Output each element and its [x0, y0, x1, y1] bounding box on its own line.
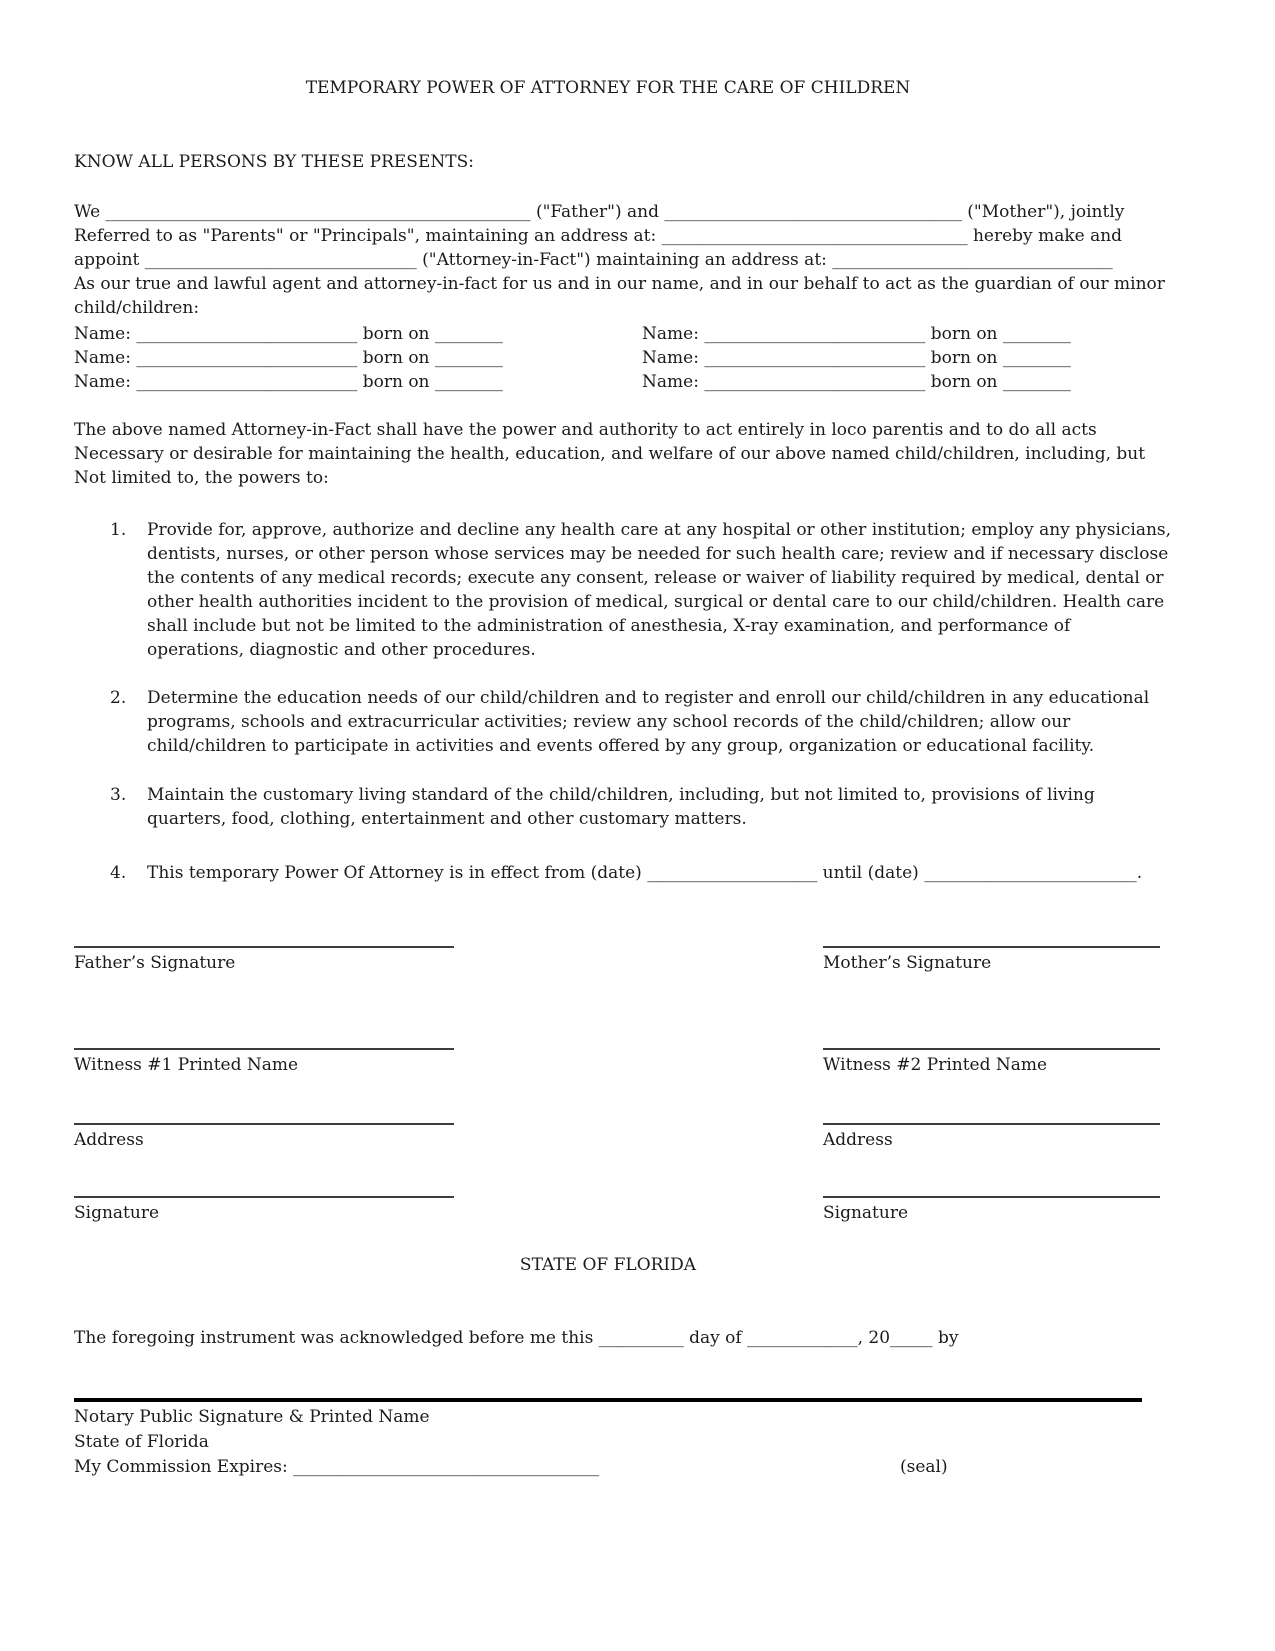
opening-line: child/children: — [74, 298, 200, 318]
child-name-field: Name: __________________________ born on ________ — [642, 348, 1071, 368]
witness2-name-block — [823, 1047, 1160, 1077]
witness1-signature-label: Signature — [74, 1203, 160, 1223]
page-title: TEMPORARY POWER OF ATTORNEY FOR THE CARE OF CHILDREN — [305, 78, 911, 98]
witness1-address-block — [74, 1122, 454, 1152]
power-item-line: Determine the education needs of our child/children and to register and enroll our child/children in any educational — [147, 688, 1150, 708]
power-item-line: quarters, food, clothing, entertainment and other customary matters. — [147, 809, 747, 829]
mother-signature-line — [823, 945, 1160, 948]
acknowledgment-text: The foregoing instrument was acknowledged before me this __________ day of _____________, 20_____ by — [74, 1328, 959, 1348]
power-item-line: This temporary Power Of Attorney is in effect from (date) ____________________ until (date) _________________________. — [147, 863, 1143, 883]
father-signature-line — [74, 945, 454, 948]
witness2-address-label: Address — [823, 1130, 893, 1150]
power-item-line: shall include but not be limited to the administration of anesthesia, X-ray examination, and performance of — [147, 616, 1071, 636]
power-item-1 — [74, 518, 1172, 662]
state-of-florida-heading: STATE OF FLORIDA — [519, 1255, 697, 1275]
power-item-line: dentists, nurses, or other person whose services may be needed for such health care; review and if necessary disclose — [147, 544, 1169, 564]
opening-paragraph — [74, 200, 1165, 320]
witness-name-row — [74, 1047, 1142, 1077]
witness2-signature-label: Signature — [823, 1203, 909, 1223]
power-item-line: Provide for, approve, authorize and decline any health care at any hospital or other institution; employ any physicians, — [147, 520, 1172, 540]
power-item-number: 1. — [110, 520, 127, 540]
child-name-field: Name: __________________________ born on ________ — [642, 324, 1071, 344]
commission-expires-row — [74, 1455, 1142, 1480]
mother-signature-label: Mother’s Signature — [823, 953, 992, 973]
witness1-address-label: Address — [74, 1130, 144, 1150]
power-item-line: Maintain the customary living standard of the child/children, including, but not limited to, provisions of living — [147, 785, 1095, 805]
powers-intro-line: The above named Attorney-in-Fact shall have the power and authority to act entirely in loco parentis and to do all acts — [74, 420, 1097, 440]
opening-line: As our true and lawful agent and attorney-in-fact for us and in our name, and in our behalf to act as the guardian of our minor — [74, 274, 1165, 294]
parent-signature-row — [74, 945, 1142, 975]
powers-intro-line: Necessary or desirable for maintaining the health, education, and welfare of our above named child/children, including, but — [74, 444, 1146, 464]
opening-line: Referred to as "Parents" or "Principals", maintaining an address at: ____________________________________ hereby make and — [74, 226, 1123, 246]
power-item-line: the contents of any medical records; execute any consent, release or waiver of liability required by medical, dental or — [147, 568, 1164, 588]
opening-line: appoint ________________________________ ("Attorney-in-Fact") maintaining an address at: _________________________________ — [74, 250, 1113, 270]
witness1-name-block — [74, 1047, 454, 1077]
witness2-signature-block — [823, 1195, 1160, 1225]
witness-signature-row — [74, 1195, 1142, 1225]
power-item-number: 4. — [110, 863, 127, 883]
commission-expires-field: My Commission Expires: ____________________________________ — [74, 1457, 600, 1477]
witness2-signature-line — [823, 1195, 1160, 1198]
notary-name-label: Notary Public Signature & Printed Name — [74, 1407, 430, 1427]
father-signature-block — [74, 945, 454, 975]
opening-line: We __________________________________________________ ("Father") and ___________________________________ ("Mother"), jointly — [74, 202, 1125, 222]
powers-intro-paragraph — [74, 418, 1146, 490]
child-name-field: Name: __________________________ born on ________ — [74, 348, 503, 368]
witness2-name-line — [823, 1047, 1160, 1050]
witness2-address-block — [823, 1122, 1160, 1152]
witness-address-row — [74, 1122, 1142, 1152]
witness1-signature-line — [74, 1195, 454, 1198]
child-name-row — [74, 370, 1142, 394]
witness1-address-line — [74, 1122, 454, 1125]
witness1-signature-block — [74, 1195, 454, 1225]
witness1-name-label: Witness #1 Printed Name — [74, 1055, 299, 1075]
power-item-3 — [74, 783, 1142, 831]
children-name-list — [74, 322, 1142, 394]
witness2-name-label: Witness #2 Printed Name — [823, 1055, 1048, 1075]
power-item-number: 3. — [110, 785, 127, 805]
notary-state-label: State of Florida — [74, 1432, 209, 1452]
power-item-4 — [74, 861, 1142, 885]
notary-block — [74, 1405, 1142, 1480]
power-item-line: operations, diagnostic and other procedures. — [147, 640, 536, 660]
power-item-line: other health authorities incident to the provision of medical, surgical or dental care to our child/children. Health care — [147, 592, 1165, 612]
child-name-row — [74, 322, 1142, 346]
powers-intro-line: Not limited to, the powers to: — [74, 468, 329, 488]
seal-label: (seal) — [900, 1457, 948, 1477]
power-item-line: child/children to participate in activities and events offered by any group, organization or educational facility. — [147, 736, 1095, 756]
document-content — [0, 76, 1275, 1480]
witness2-address-line — [823, 1122, 1160, 1125]
witness1-name-line — [74, 1047, 454, 1050]
power-item-line: programs, schools and extracurricular activities; review any school records of the child/children; allow our — [147, 712, 1071, 732]
power-item-number: 2. — [110, 688, 127, 708]
child-name-field: Name: __________________________ born on ________ — [642, 372, 1071, 392]
child-name-field: Name: __________________________ born on ________ — [74, 324, 503, 344]
father-signature-label: Father’s Signature — [74, 953, 236, 973]
power-item-2 — [74, 686, 1150, 758]
salutation-heading: KNOW ALL PERSONS BY THESE PRESENTS: — [74, 152, 474, 172]
child-name-row — [74, 346, 1142, 370]
mother-signature-block — [823, 945, 1160, 975]
child-name-field: Name: __________________________ born on ________ — [74, 372, 503, 392]
notary-divider-line — [74, 1398, 1142, 1402]
